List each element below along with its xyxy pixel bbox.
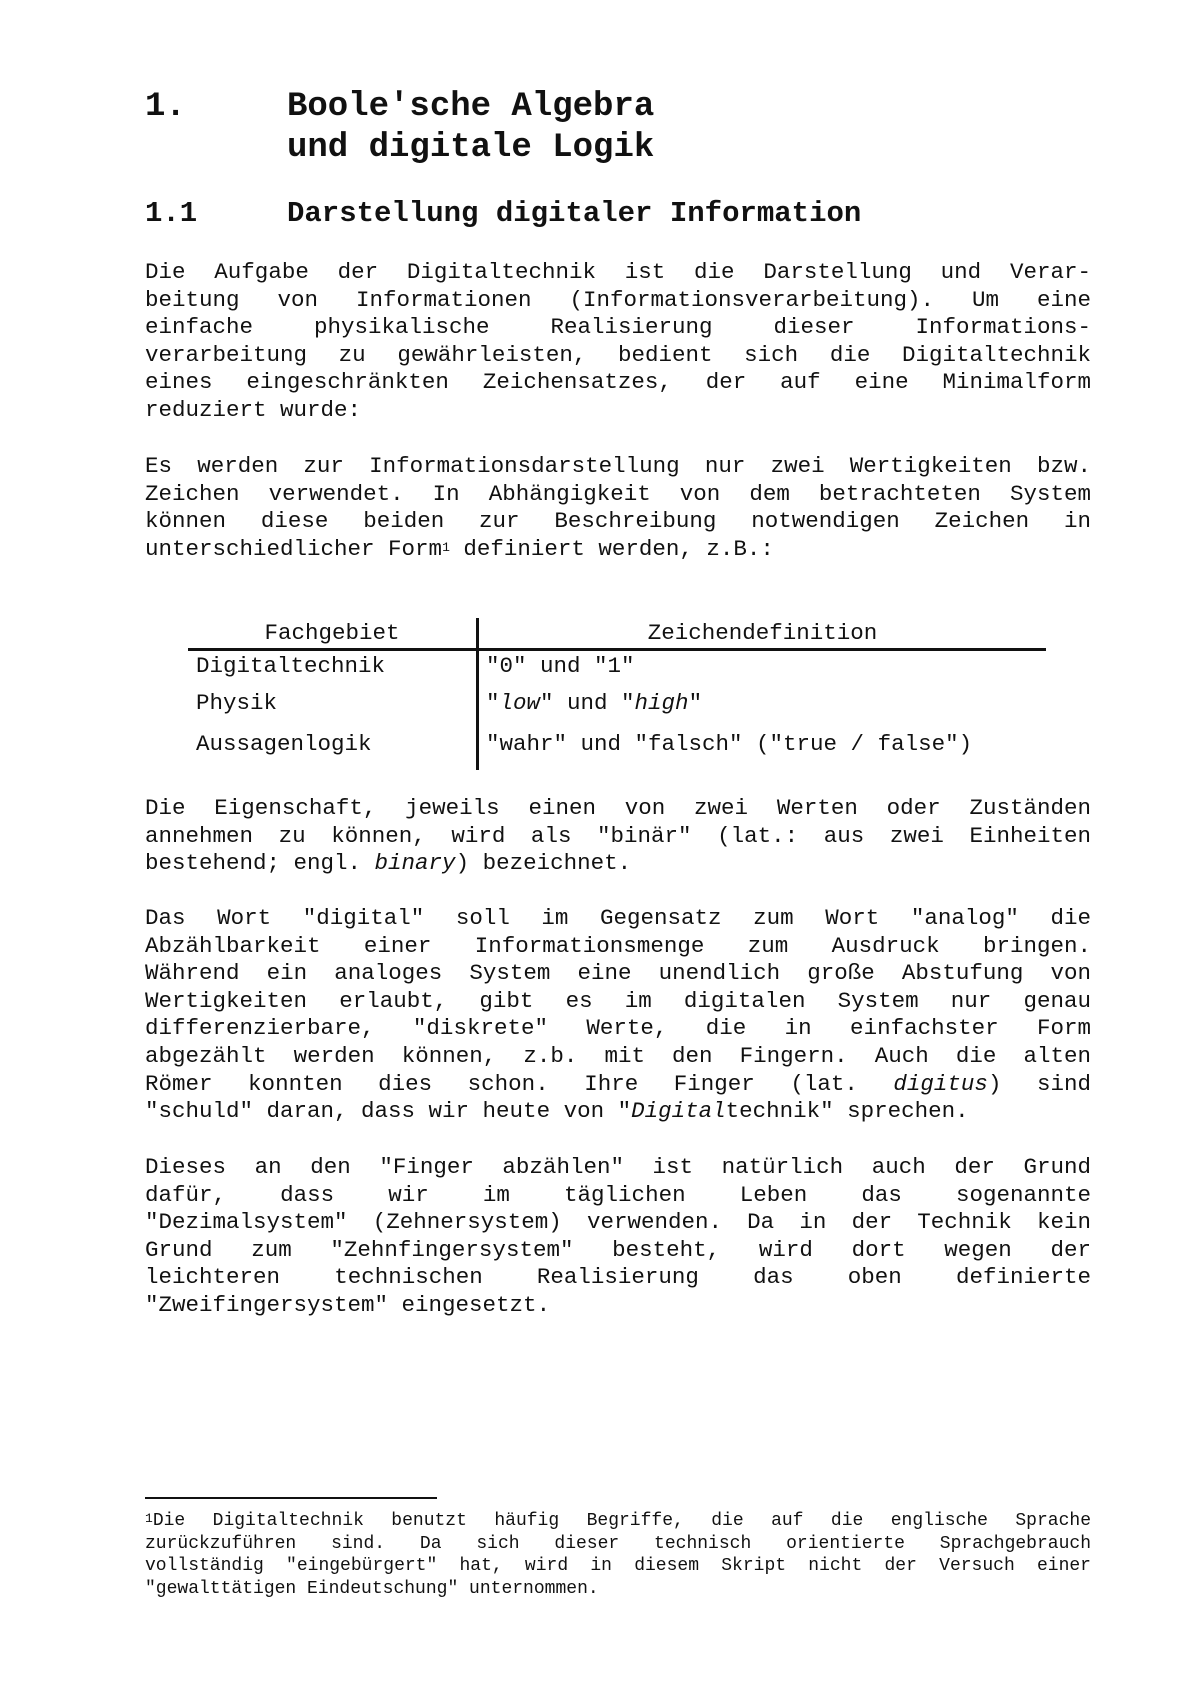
- paragraph-2: [145, 453, 1091, 563]
- text-run: ) bezeichnet.: [455, 850, 632, 877]
- text-run: definiert werden, z.B.:: [449, 535, 774, 562]
- paragraph-line: Abzählbarkeit einer Informationsmenge zum Ausdruck bringen.: [145, 932, 1091, 959]
- paragraph-line: leichteren technischen Realisierung das oben definierte: [145, 1264, 1091, 1291]
- table-cell-definition: [486, 690, 702, 716]
- text-run: " und ": [540, 690, 635, 716]
- table-cell-field: Physik: [196, 690, 278, 716]
- chapter-title-line-2: und digitale Logik: [287, 129, 655, 167]
- definition-table: [188, 618, 1046, 770]
- text-run: ": [486, 690, 500, 716]
- paragraph-5: [145, 1154, 1091, 1320]
- text-run: Die Digitaltechnik benutzt häufig Begriffe, die auf die englische Sprache: [152, 1511, 1091, 1531]
- paragraph-line: eines eingeschränkten Zeichensatzes, der auf eine Minimalform: [145, 369, 1091, 396]
- text-run: technik" sprechen.: [725, 1098, 969, 1125]
- paragraph-line: "Dezimalsystem" (Zehnersystem) verwenden. Da in der Technik kein: [145, 1209, 1091, 1236]
- section-number: 1.1: [145, 197, 198, 230]
- paragraph-4: [145, 905, 1091, 1126]
- text-run: unterschiedlicher Form: [145, 535, 443, 562]
- paragraph-1: [145, 259, 1091, 425]
- chapter-title-line-1: Boole'sche Algebra: [287, 88, 655, 126]
- footnote-separator: [145, 1497, 437, 1499]
- chapter-number: 1.: [145, 88, 186, 126]
- footnote-line: vollständig "eingebürgert" hat, wird in diesem Skript nicht der Versuch einer: [145, 1556, 1091, 1577]
- table-cell-field: Aussagenlogik: [196, 731, 372, 757]
- text-run-italic: high: [634, 690, 689, 716]
- footnote-line: zurückzuführen sind. Da sich dieser technisch orientierte Sprachgebrauch: [145, 1533, 1091, 1554]
- paragraph-line: reduziert wurde:: [145, 396, 362, 423]
- paragraph-line: können diese beiden zur Beschreibung notwendigen Zeichen in: [145, 508, 1091, 535]
- paragraph-line: [145, 1071, 1091, 1099]
- table-cell-definition: [486, 731, 972, 757]
- paragraph-line: [145, 850, 1091, 878]
- paragraph-line: einfache physikalische Realisierung dieser Informations-: [145, 314, 1091, 341]
- paragraph-line: Die Aufgabe der Digitaltechnik ist die Darstellung und Verar-: [145, 259, 1091, 285]
- text-run: "0" und "1": [486, 653, 635, 679]
- text-run-italic: binary: [374, 850, 456, 877]
- paragraph-line: beitung von Informationen (Informationsverarbeitung). Um eine: [145, 286, 1091, 313]
- text-run: "schuld" daran, dass wir heute von ": [145, 1098, 632, 1125]
- footnote-line: [145, 1510, 1091, 1533]
- text-run-italic: Digital: [631, 1098, 726, 1125]
- footnote-mark: 1: [145, 1511, 153, 1526]
- paragraph-line: [145, 536, 1091, 564]
- paragraph-line: dafür, dass wir im täglichen Leben das sogenannte: [145, 1181, 1091, 1208]
- paragraph-line: "Zweifingersystem" eingesetzt.: [145, 1291, 551, 1318]
- text-run-italic: low: [499, 690, 541, 716]
- table-header-definition: Zeichendefinition: [647, 620, 878, 646]
- text-run: ) sind: [987, 1070, 1091, 1097]
- paragraph-line: Dieses an den "Finger abzählen" ist natürlich auch der Grund: [145, 1154, 1091, 1180]
- section-title: Darstellung digitaler Information: [287, 197, 862, 230]
- paragraph-line: Die Eigenschaft, jeweils einen von zwei Werten oder Zuständen: [145, 795, 1091, 821]
- paragraph-line: annehmen zu können, wird als "binär" (lat.: aus zwei Einheiten: [145, 822, 1091, 849]
- paragraph-line: Während ein analoges System eine unendlich große Abstufung von: [145, 960, 1091, 987]
- paragraph-line: differenzierbare, "diskrete" Werte, die in einfachster Form: [145, 1015, 1091, 1042]
- table-header-field: Fachgebiet: [264, 620, 400, 646]
- text-run: "wahr" und "falsch" ("true / false"): [486, 731, 973, 757]
- footnote-line: "gewalttätigen Eindeutschung" unternommen.: [145, 1579, 599, 1600]
- paragraph-line: Es werden zur Informationsdarstellung nur zwei Wertigkeiten bzw.: [145, 453, 1091, 479]
- footnote-reference[interactable]: 1: [442, 539, 450, 555]
- table-cell-field: Digitaltechnik: [196, 653, 386, 679]
- paragraph-line: [145, 1098, 1091, 1126]
- paragraph-3: [145, 795, 1091, 878]
- footnote: [145, 1510, 1091, 1601]
- paragraph-line: Zeichen verwendet. In Abhängigkeit von dem betrachteten System: [145, 480, 1091, 507]
- text-run: Römer konnten dies schon. Ihre Finger (lat.: [145, 1070, 894, 1097]
- text-run-italic: digitus: [893, 1070, 988, 1097]
- paragraph-line: Grund zum "Zehnfingersystem" besteht, wird dort wegen der: [145, 1236, 1091, 1263]
- paragraph-line: verarbeitung zu gewährleisten, bedient sich die Digitaltechnik: [145, 341, 1091, 368]
- paragraph-line: Das Wort "digital" soll im Gegensatz zum Wort "analog" die: [145, 905, 1091, 931]
- table-cell-definition: [486, 653, 635, 679]
- text-run: bestehend; engl.: [145, 850, 375, 877]
- text-run: ": [688, 690, 703, 716]
- paragraph-line: abgezählt werden können, z.b. mit den Fingern. Auch die alten: [145, 1042, 1091, 1069]
- paragraph-line: Wertigkeiten erlaubt, gibt es im digitalen System nur genau: [145, 987, 1091, 1014]
- table-header-rule: [188, 648, 1046, 651]
